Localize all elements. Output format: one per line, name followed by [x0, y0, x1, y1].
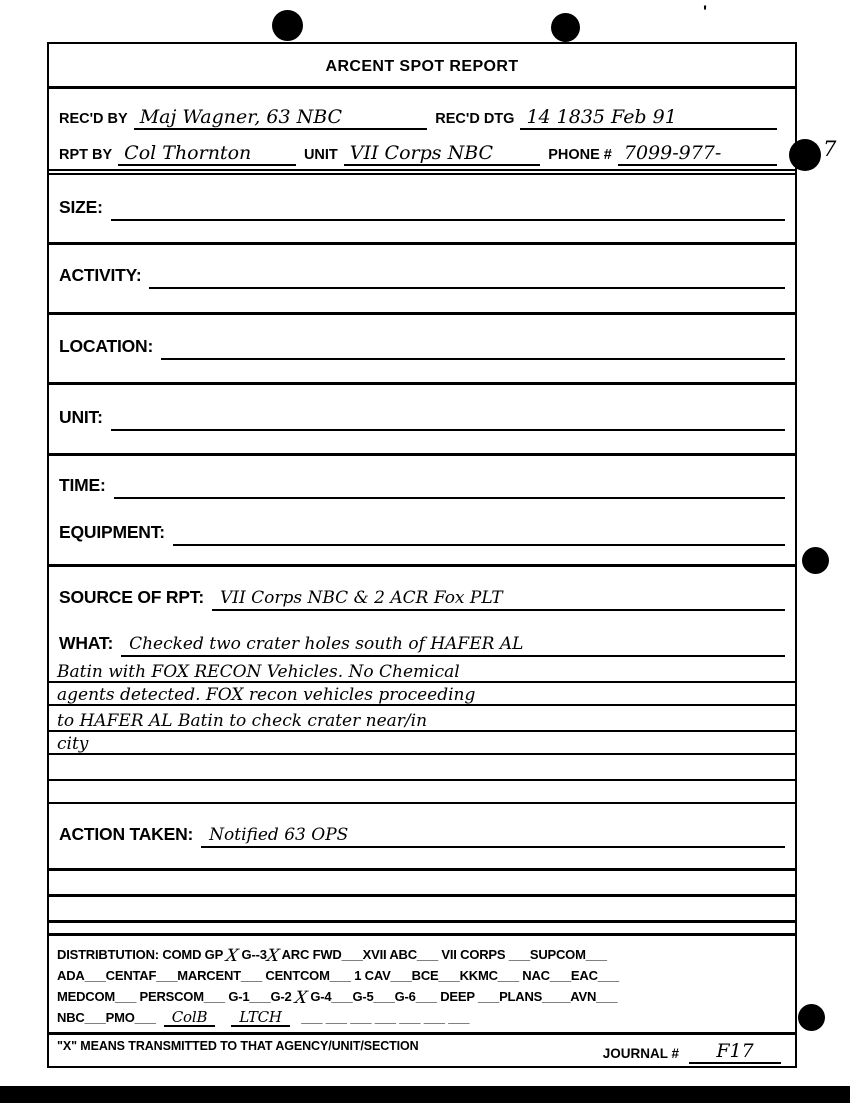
- time-label: TIME:: [59, 475, 106, 495]
- unit-field: [49, 385, 795, 431]
- source-value: VII Corps NBC & 2 ACR Fox PLT: [220, 588, 503, 608]
- unit-field-label: UNIT:: [59, 407, 103, 427]
- distribution-handwritten-entry: ColB: [164, 1010, 216, 1027]
- ruled-line: [49, 431, 795, 456]
- handwritten-x-mark: X: [265, 946, 281, 966]
- scan-artifact-bar: [0, 1086, 850, 1103]
- action-taken-field: [49, 804, 795, 848]
- spot-report-form: [47, 42, 797, 1068]
- rpt-by-label: RPT BY: [59, 147, 113, 163]
- journal-value: F17: [689, 1042, 781, 1064]
- what-line-4: [49, 706, 795, 732]
- ruled-line: [49, 923, 795, 936]
- location-label: LOCATION:: [59, 336, 154, 356]
- what-line-1: [121, 636, 785, 657]
- blank-ruled-line: [49, 755, 795, 781]
- distribution-row2-text: ADA___CENTAF___MARCENT___ CENTCOM___ 1 CAV___BCE___KKMC___ NAC___EAC___: [57, 968, 619, 983]
- distribution-row1-text: COMD GP: [158, 947, 227, 962]
- size-label: SIZE:: [59, 197, 103, 217]
- ruled-line: [49, 360, 795, 385]
- source-line: [212, 590, 785, 611]
- time-blank-line: [114, 497, 785, 499]
- hole-punch-icon: [272, 10, 303, 41]
- distribution-row1-text: G--3: [238, 947, 267, 962]
- distribution-label: DISTRIBTUTION:: [57, 947, 159, 962]
- what-value-line-3: agents detected. FOX recon vehicles proceeding: [57, 685, 476, 705]
- header-row-2: [59, 130, 785, 166]
- distribution-row4-text: NBC___PMO___: [57, 1010, 156, 1025]
- distribution-row4-text: ___ ___ ___ ___ ___ ___ ___: [297, 1010, 470, 1025]
- what-line-5: [49, 732, 795, 755]
- what-value-line-5: city: [57, 734, 89, 754]
- hole-punch-icon: [551, 13, 580, 42]
- header-row-1: [59, 94, 785, 130]
- distribution-row-1: [57, 944, 787, 965]
- ruled-line: [49, 546, 795, 567]
- what-value-line-4: to HAFER AL Batin to check crater near/in: [57, 711, 428, 731]
- header-section: [49, 89, 795, 175]
- unit-label: UNIT: [303, 147, 338, 163]
- unit-value: VII Corps NBC: [344, 144, 540, 166]
- ruled-line: [49, 871, 795, 897]
- action-taken-label: ACTION TAKEN:: [59, 824, 194, 844]
- distribution-handwritten-entry: LTCH: [231, 1010, 290, 1027]
- time-field: [49, 456, 795, 499]
- journal-label: JOURNAL #: [602, 1046, 679, 1061]
- phone-label: PHONE #: [548, 147, 612, 163]
- handwritten-x-mark: X: [293, 988, 309, 1008]
- activity-blank-line: [149, 287, 785, 289]
- distribution-row3-text: MEDCOM___ PERSCOM___ G-1___G-2: [57, 989, 295, 1004]
- what-line-3: [49, 683, 795, 706]
- hole-punch-icon: [789, 139, 821, 171]
- what-value-line-2: Batin with FOX RECON Vehicles. No Chemical: [57, 662, 460, 682]
- transmission-note: "X" MEANS TRANSMITTED TO THAT AGENCY/UNIT/SECTION: [57, 1039, 419, 1053]
- location-blank-line: [161, 358, 785, 360]
- equipment-blank-line: [173, 544, 785, 546]
- recd-dtg-value: 14 1835 Feb 91: [520, 108, 777, 130]
- ruled-line: [49, 848, 795, 871]
- distribution-row1-text: ARC FWD___XVII ABC___ VII CORPS ___SUPCOM___: [278, 947, 607, 962]
- distribution-row3-text: G-4___G-5___G-6___ DEEP ___PLANS____AVN___: [306, 989, 618, 1004]
- handwritten-x-mark: X: [224, 946, 240, 966]
- phone-overflow-digit: 7: [823, 137, 837, 161]
- source-label: SOURCE OF RPT:: [59, 587, 204, 607]
- what-label: WHAT:: [59, 633, 114, 653]
- footer-section: [49, 1035, 795, 1066]
- action-taken-line: [201, 827, 785, 848]
- what-field: [49, 611, 795, 657]
- equipment-field: [49, 499, 795, 546]
- equipment-label: EQUIPMENT:: [59, 522, 165, 542]
- what-line-2: [49, 657, 795, 683]
- form-title: ARCENT SPOT REPORT: [49, 44, 795, 89]
- recd-dtg-label: REC'D DTG: [435, 111, 515, 127]
- phone-value: 7099-977-: [618, 144, 777, 166]
- distribution-section: [49, 936, 795, 1035]
- distribution-row-3: [57, 986, 787, 1007]
- what-value-line-1: Checked two crater holes south of HAFER AL: [129, 634, 524, 654]
- journal-number-field: [603, 1042, 781, 1064]
- hole-punch-icon: [802, 547, 829, 574]
- ruled-line: [49, 289, 795, 315]
- blank-ruled-line: [49, 781, 795, 804]
- ruled-line: [49, 897, 795, 923]
- recd-by-value: Maj Wagner, 63 NBC: [134, 108, 428, 130]
- source-field: [49, 567, 795, 611]
- recd-by-label: REC'D BY: [59, 111, 128, 127]
- location-field: [49, 315, 795, 360]
- activity-label: ACTIVITY:: [59, 265, 142, 285]
- stray-mark: ': [703, 2, 708, 21]
- activity-field: [49, 245, 795, 289]
- size-blank-line: [111, 219, 785, 221]
- action-taken-value: Notified 63 OPS: [209, 825, 349, 845]
- hole-punch-icon: [798, 1004, 825, 1031]
- size-field: [49, 175, 795, 221]
- distribution-row-2: [57, 965, 787, 986]
- ruled-line: [49, 221, 795, 245]
- unit-blank-line: [111, 429, 785, 431]
- distribution-row-4: [57, 1007, 787, 1028]
- rpt-by-value: Col Thornton: [118, 144, 296, 166]
